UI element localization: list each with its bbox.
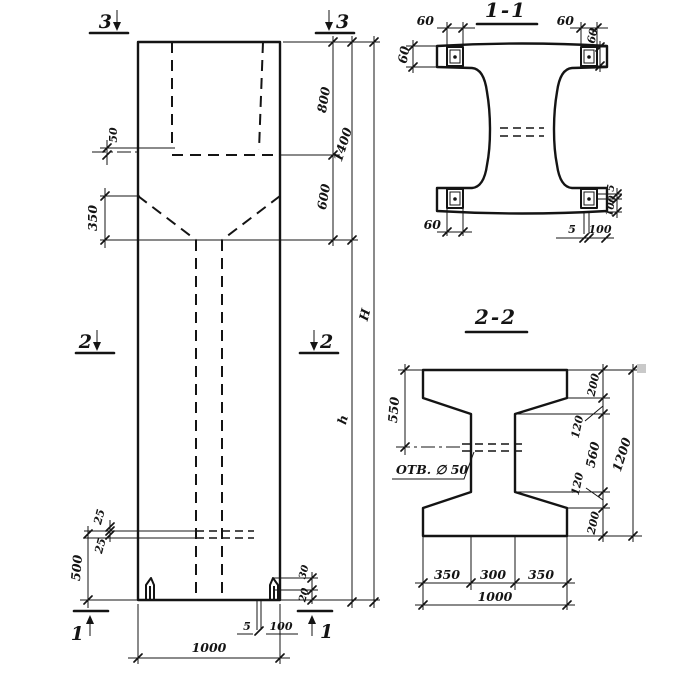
dim-total-height: 1200: [609, 435, 635, 474]
dim-hole-to-base: 500: [67, 554, 86, 582]
dim-hole-offset-b: 25: [92, 536, 109, 555]
dim-top-right-plate: 60: [556, 13, 574, 28]
section-mark-2-left: [76, 330, 114, 353]
svg-text:2: 2: [320, 331, 334, 353]
svg-text:ОТВ. ∅ 50: ОТВ. ∅ 50: [396, 462, 469, 477]
section-2-2-view: [385, 305, 646, 610]
dim-right-plate-height: 60: [584, 27, 601, 45]
section-mark-1-right: [298, 611, 333, 643]
base-plate-left: [146, 578, 154, 600]
svg-text:3: 3: [336, 11, 350, 33]
dim-full-height: H: [355, 306, 374, 323]
embedded-plate-top-left: [447, 47, 463, 66]
dim-base-plate-upper: 30: [297, 563, 312, 581]
dim-top-to-hole: 550: [384, 396, 403, 424]
dim-total-width: 1000: [477, 589, 513, 604]
dim-taper-height: 350: [85, 204, 100, 232]
dim-column-width: 1000: [191, 640, 227, 655]
section-1-1-view: [395, 0, 622, 242]
section-1-1-dim-lines: [406, 22, 622, 238]
dim-base-plate-lower: 20: [297, 586, 312, 604]
dim-console-offset: 50: [107, 127, 120, 143]
dim-top-segment: 800: [313, 85, 334, 114]
dim-bottom-right: 350: [527, 567, 555, 582]
dim-taper-bottom: 120: [568, 471, 587, 497]
embedded-plate-bottom-right: [581, 189, 597, 208]
column-hidden-edges: [138, 42, 280, 598]
embedded-plate-top-right: [581, 47, 597, 66]
scan-artifact: [637, 364, 646, 373]
section-mark-1-left: [71, 611, 108, 645]
section-2-2-outline: [423, 370, 567, 536]
dim-flange-bottom: 200: [584, 510, 603, 536]
section-mark-3-left: [90, 10, 128, 33]
elevation-view: [68, 10, 380, 664]
dim-side-gap: 5: [605, 183, 618, 193]
dim-head-total: 1400: [330, 125, 356, 164]
dim-bottom-left-plate: 60: [423, 217, 441, 232]
svg-text:1: 1: [70, 623, 84, 645]
base-plate-pin: [257, 600, 261, 630]
dim-shaft-height: h: [334, 413, 351, 426]
embedded-plate-bottom-left: [447, 189, 463, 208]
hole-hidden-lines: [196, 531, 254, 538]
section-mark-3-right: [316, 10, 354, 33]
dim-bottom-gap: 5: [568, 223, 576, 236]
dim-bottom-left: 350: [433, 567, 461, 582]
dim-flange-top: 200: [584, 372, 603, 398]
dim-bottom-middle: 300: [479, 567, 507, 582]
dim-base-plate-gap: 5: [243, 620, 251, 633]
hole-label: [392, 452, 474, 479]
dim-top-left-plate: 60: [416, 13, 434, 28]
dim-base-plate-width: 100: [269, 620, 293, 633]
hole-extension-lines: [84, 531, 196, 538]
base-plate-right: [270, 578, 278, 600]
dim-side-plate-width: 100: [604, 194, 619, 218]
dim-web-height: 560: [582, 440, 603, 470]
dim-console-segment: 600: [313, 182, 334, 211]
dim-bottom-plate-width: 100: [588, 223, 612, 236]
section-1-1-hole-lines: [500, 128, 544, 136]
section-2-2-title: 2-2: [474, 305, 518, 329]
dim-taper-top: 120: [568, 414, 587, 440]
dim-hole-offset-a: 25: [91, 507, 108, 526]
dim-left-plate-height: 60: [394, 44, 413, 65]
column-outline: [138, 42, 280, 600]
svg-text:3: 3: [98, 11, 112, 33]
dim-ticks: [84, 38, 378, 662]
svg-text:2: 2: [78, 331, 92, 353]
svg-text:1: 1: [320, 621, 334, 643]
section-1-1-title: 1-1: [484, 0, 528, 22]
section-mark-2-right: [300, 330, 338, 353]
